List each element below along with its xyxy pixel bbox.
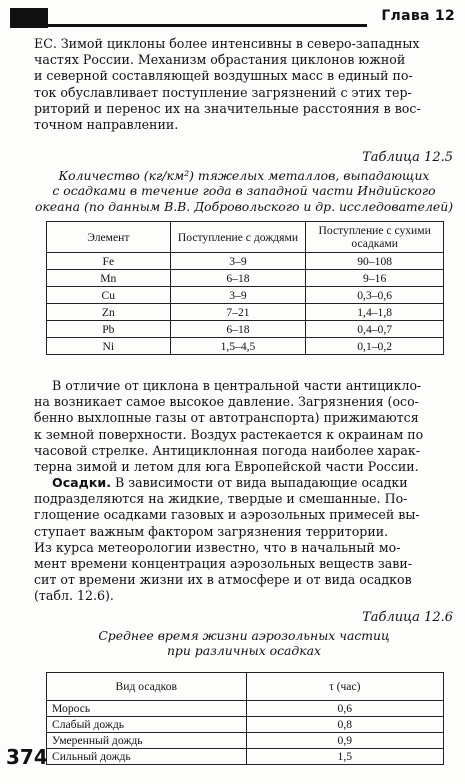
chapter-label: Глава 12 bbox=[381, 8, 455, 24]
run-in-heading: Осадки. bbox=[52, 475, 111, 490]
text-line: В зависимости от вида выпадающие осадки bbox=[111, 475, 408, 490]
cell-element: Ni bbox=[47, 338, 171, 355]
paragraph-cyclones bbox=[34, 36, 454, 133]
cell-dry: 9–16 bbox=[306, 270, 444, 287]
text-line: к земной поверхности. Воздух растекается к окраинам по bbox=[34, 426, 424, 442]
text-line: сит от времени жизни их в атмосфере и от вида осадков bbox=[34, 572, 412, 588]
table-row bbox=[47, 701, 444, 717]
text-line: ЕС. Зимой циклоны более интенсивны в северо-западных bbox=[34, 36, 420, 51]
cell-tau: 1,5 bbox=[246, 749, 443, 765]
text-line: мент времени концентрация аэрозольных веществ зави- bbox=[34, 556, 412, 572]
table-row bbox=[47, 321, 444, 338]
caption-line: Количество (кг/км²) тяжелых металлов, выпадающих bbox=[58, 168, 430, 183]
text-line: точном направлении. bbox=[34, 117, 179, 133]
paragraph-precipitation bbox=[34, 475, 454, 605]
cell-precipitation-type: Слабый дождь bbox=[47, 717, 247, 733]
cell-tau: 0,9 bbox=[246, 733, 443, 749]
text-line: Из курса метеорологии известно, что в начальный мо- bbox=[34, 539, 401, 555]
text-line: глощение осадками газовых и аэрозольных примесей вы- bbox=[34, 507, 420, 523]
cell-element: Fe bbox=[47, 253, 171, 270]
text-line: (табл. 12.6). bbox=[34, 588, 114, 604]
table-row bbox=[47, 733, 444, 749]
cell-element: Pb bbox=[47, 321, 171, 338]
table-row bbox=[47, 338, 444, 355]
text-line: бенно выхлопные газы от автотранспорта) прижимаются bbox=[34, 410, 419, 426]
table-row bbox=[47, 287, 444, 304]
table-12-6-number: Таблица 12.6 bbox=[362, 610, 453, 625]
cell-precipitation-type: Умеренный дождь bbox=[47, 733, 247, 749]
table-row bbox=[47, 270, 444, 287]
cell-rain: 1,5–4,5 bbox=[170, 338, 306, 355]
cell-dry: 1,4–1,8 bbox=[306, 304, 444, 321]
table-row bbox=[47, 304, 444, 321]
page-number: 374 bbox=[6, 745, 48, 769]
cell-dry: 0,3–0,6 bbox=[306, 287, 444, 304]
table-12-5-number: Таблица 12.5 bbox=[362, 150, 453, 165]
table-row bbox=[47, 717, 444, 733]
cell-tau: 0,6 bbox=[246, 701, 443, 717]
caption-line: при различных осадках bbox=[166, 643, 322, 659]
caption-line: Среднее время жизни аэрозольных частиц bbox=[98, 628, 390, 643]
header-rule bbox=[48, 24, 367, 27]
table-header-row bbox=[47, 673, 444, 701]
table-12-6-caption bbox=[30, 628, 458, 659]
table-aerosol-lifetime bbox=[46, 672, 444, 765]
header-black-block bbox=[10, 8, 48, 28]
text-line: на возникает самое высокое давление. Загрязнения (осо- bbox=[34, 394, 419, 410]
cell-element: Zn bbox=[47, 304, 171, 321]
table-header-row bbox=[47, 222, 444, 253]
column-header-element: Элемент bbox=[47, 222, 171, 253]
table-heavy-metals bbox=[46, 221, 444, 355]
cell-rain: 3–9 bbox=[170, 287, 306, 304]
text-line: подразделяются на жидкие, твердые и смешанные. По- bbox=[34, 491, 408, 507]
cell-rain: 3–9 bbox=[170, 253, 306, 270]
column-header-precipitation-type: Вид осадков bbox=[47, 673, 247, 701]
cell-precipitation-type: Сильный дождь bbox=[47, 749, 247, 765]
caption-line: с осадками в течение года в западной части Индийского bbox=[52, 183, 436, 199]
text-line: В отличие от циклона в центральной части антицикло- bbox=[52, 378, 422, 393]
cell-element: Mn bbox=[47, 270, 171, 287]
text-line: ступает важным фактором загрязнения территории. bbox=[34, 523, 389, 539]
table-12-5-caption bbox=[30, 168, 458, 214]
cell-rain: 6–18 bbox=[170, 321, 306, 338]
cell-dry: 0,1–0,2 bbox=[306, 338, 444, 355]
cell-tau: 0,8 bbox=[246, 717, 443, 733]
text-line: часовой стрелке. Антициклонная погода наиболее харак- bbox=[34, 442, 420, 458]
cell-precipitation-type: Морось bbox=[47, 701, 247, 717]
cell-dry: 0,4–0,7 bbox=[306, 321, 444, 338]
cell-rain: 7–21 bbox=[170, 304, 306, 321]
running-header bbox=[10, 8, 457, 30]
table-row bbox=[47, 749, 444, 765]
paragraph-anticyclone bbox=[34, 378, 454, 475]
text-line: риторий и перенос их на значительные расстояния в вос- bbox=[34, 100, 421, 116]
text-line: частях России. Механизм обрастания циклонов южной bbox=[34, 52, 406, 68]
text-line: ток обуславливает поступление загрязнений с этих тер- bbox=[34, 84, 412, 100]
table-row bbox=[47, 253, 444, 270]
caption-line: океана (по данным В.В. Добровольского и др. исследователей) bbox=[34, 198, 454, 214]
cell-rain: 6–18 bbox=[170, 270, 306, 287]
text-line: терна зимой и летом для юга Европейской части России. bbox=[34, 459, 419, 475]
cell-dry: 90–108 bbox=[306, 253, 444, 270]
column-header-dry: Поступление с сухими осадками bbox=[306, 222, 444, 253]
column-header-rain: Поступление с дождями bbox=[170, 222, 306, 253]
column-header-tau: τ (час) bbox=[246, 673, 443, 701]
cell-element: Cu bbox=[47, 287, 171, 304]
text-line: и северной составляющей воздушных масс в единый по- bbox=[34, 68, 413, 84]
